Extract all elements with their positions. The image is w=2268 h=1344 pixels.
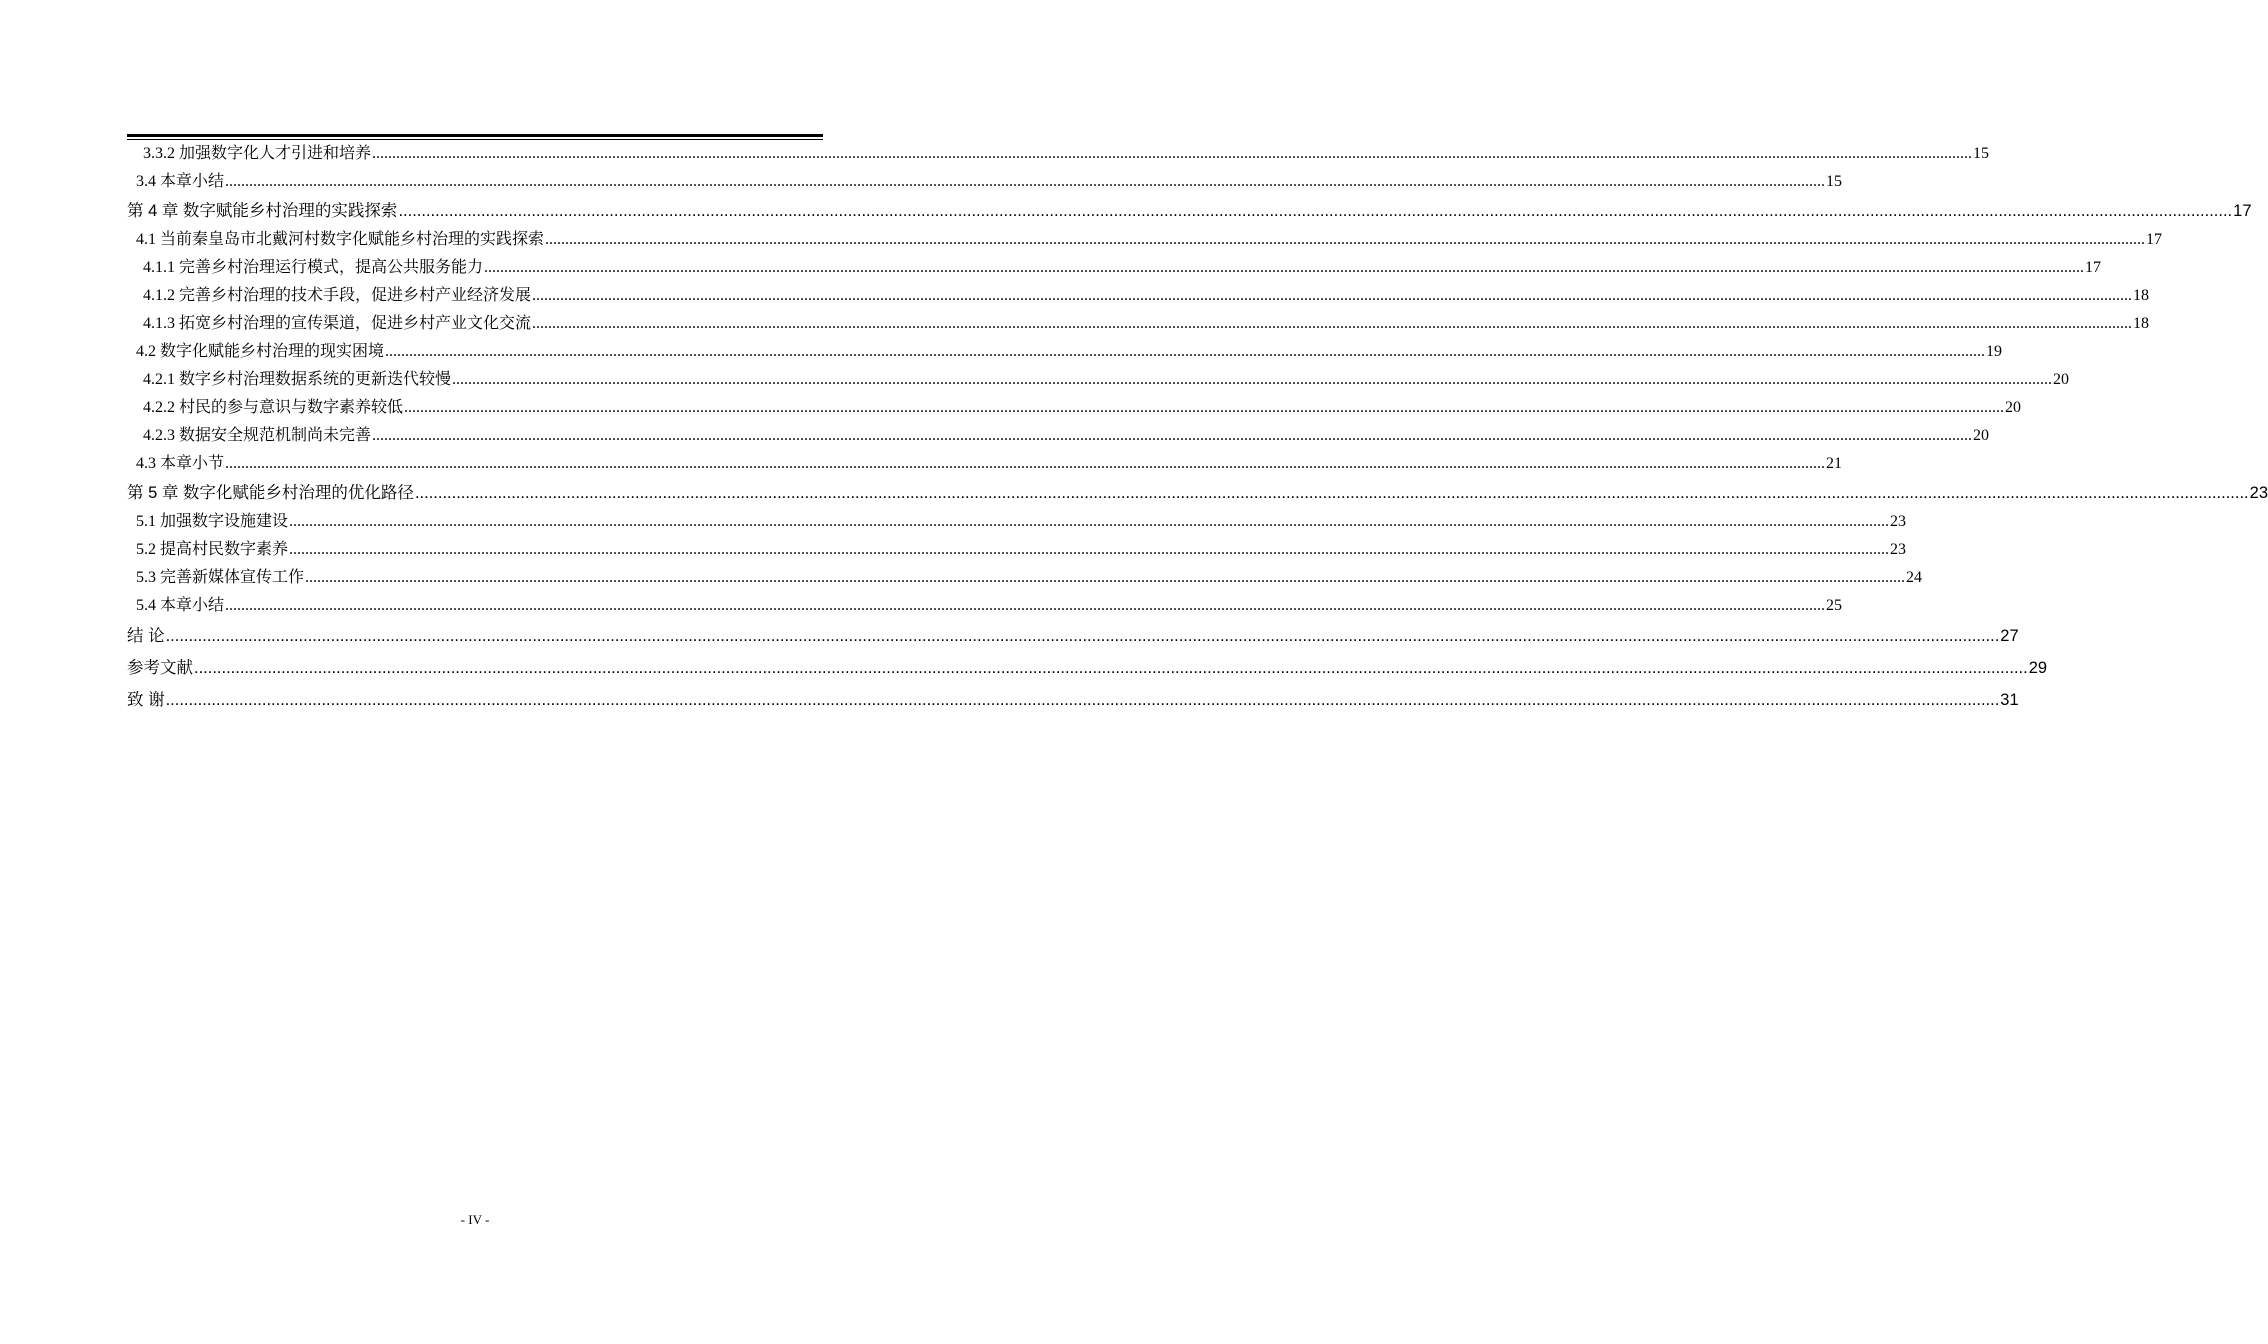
toc-entry-page: 15 (1826, 173, 1843, 190)
toc-leader-dots: ................................................................................................................................................................................................................................................................................................................................................................................................................ (225, 455, 1826, 472)
page-number-footer: - IV - (460, 1212, 490, 1227)
toc-entry[interactable] (127, 226, 2163, 254)
toc-entry[interactable] (127, 684, 2019, 716)
toc-entry-title: 4.2 数字化赋能乡村治理的现实困境 (136, 343, 385, 360)
toc-entry[interactable] (127, 450, 1843, 478)
toc-entry-title: 4.3 本章小节 (136, 455, 225, 472)
toc-entry[interactable] (127, 478, 2268, 508)
toc-entry-page: 18 (2133, 287, 2150, 304)
toc-entry-title: 3.3.2 加强数字化人才引进和培养 (143, 145, 372, 162)
toc-entry[interactable] (127, 196, 2252, 226)
toc-leader-dots: ................................................................................................................................................................................................................................................................................................................................................................................................................ (385, 343, 1986, 360)
toc-entry-title: 第 4 章 数字赋能乡村治理的实践探索 (127, 202, 398, 220)
toc-entry-title: 4.1.3 拓宽乡村治理的宣传渠道，促进乡村产业文化交流 (143, 315, 532, 332)
toc-entry-title: 致 谢 (127, 691, 165, 709)
toc-entry-page: 24 (1906, 569, 1923, 586)
toc-leader-dots: ................................................................................................................................................................................................................................................................................................................................................................................................................ (289, 513, 1890, 530)
toc-entry-page: 17 (2233, 202, 2252, 220)
toc-leader-dots: ................................................................................................................................................................................................................................................................................................................................................................................................................ (165, 627, 2000, 645)
toc-entry[interactable] (127, 338, 2003, 366)
header-rule-thick (127, 134, 823, 137)
toc-entry[interactable] (127, 366, 2070, 394)
toc-entry[interactable] (127, 282, 2150, 310)
toc-leader-dots: ................................................................................................................................................................................................................................................................................................................................................................................................................ (165, 691, 2000, 709)
toc-entry-title: 第 5 章 数字化赋能乡村治理的优化路径 (127, 484, 414, 502)
toc-entry-title: 5.4 本章小结 (136, 597, 225, 614)
toc-leader-dots: ................................................................................................................................................................................................................................................................................................................................................................................................................ (289, 541, 1890, 558)
toc-entry-page: 23 (1890, 513, 1907, 530)
toc-leader-dots: ................................................................................................................................................................................................................................................................................................................................................................................................................ (452, 371, 2053, 388)
toc-entry-page: 17 (2085, 259, 2102, 276)
toc-leader-dots: ................................................................................................................................................................................................................................................................................................................................................................................................................ (194, 659, 2028, 677)
toc-entry-title: 4.1.1 完善乡村治理运行模式，提高公共服务能力 (143, 259, 484, 276)
toc-entry[interactable] (127, 620, 2019, 652)
toc-leader-dots: ................................................................................................................................................................................................................................................................................................................................................................................................................ (305, 569, 1906, 586)
toc-entry[interactable] (127, 310, 2150, 338)
toc-entry-page: 20 (2005, 399, 2022, 416)
toc-leader-dots: ................................................................................................................................................................................................................................................................................................................................................................................................................ (225, 597, 1826, 614)
toc-entry[interactable] (127, 564, 1923, 592)
toc-leader-dots: ................................................................................................................................................................................................................................................................................................................................................................................................................ (532, 287, 2133, 304)
toc-leader-dots: ................................................................................................................................................................................................................................................................................................................................................................................................................ (225, 173, 1826, 190)
toc-entry-title: 4.1.2 完善乡村治理的技术手段，促进乡村产业经济发展 (143, 287, 532, 304)
toc-entry-page: 21 (1826, 455, 1843, 472)
toc-entry-page: 23 (2249, 484, 2268, 502)
toc-entry-title: 4.2.2 村民的参与意识与数字素养较低 (143, 399, 404, 416)
toc-entry-title: 4.2.3 数据安全规范机制尚未完善 (143, 427, 372, 444)
toc-leader-dots: ................................................................................................................................................................................................................................................................................................................................................................................................................ (532, 315, 2133, 332)
toc-entry[interactable] (127, 592, 1843, 620)
toc-entry-page: 18 (2133, 315, 2150, 332)
toc-entry-title: 5.1 加强数字设施建设 (136, 513, 289, 530)
toc-entry[interactable] (127, 140, 1990, 168)
toc-entry-page: 15 (1973, 145, 1990, 162)
toc-leader-dots: ................................................................................................................................................................................................................................................................................................................................................................................................................ (372, 427, 1973, 444)
toc-entry-page: 20 (1973, 427, 1990, 444)
toc-entry-title: 3.4 本章小结 (136, 173, 225, 190)
toc-entry-page: 27 (2000, 627, 2019, 645)
toc-entry[interactable] (127, 168, 1843, 196)
toc-entry[interactable] (127, 508, 1907, 536)
toc-entry-title: 5.3 完善新媒体宣传工作 (136, 569, 305, 586)
toc-entry-page: 19 (1986, 343, 2003, 360)
toc-entry-page: 17 (2146, 231, 2163, 248)
toc-leader-dots: ................................................................................................................................................................................................................................................................................................................................................................................................................ (372, 145, 1973, 162)
toc-leader-dots: ................................................................................................................................................................................................................................................................................................................................................................................................................ (484, 259, 2085, 276)
toc-entry[interactable] (127, 394, 2022, 422)
toc-entry-title: 参考文献 (127, 659, 193, 677)
table-of-contents (127, 140, 2268, 716)
toc-leader-dots: ................................................................................................................................................................................................................................................................................................................................................................................................................ (545, 231, 2146, 248)
toc-entry-page: 29 (2028, 659, 2048, 677)
toc-leader-dots: ................................................................................................................................................................................................................................................................................................................................................................................................................ (404, 399, 2005, 416)
toc-entry-page: 31 (2000, 691, 2019, 709)
toc-leader-dots: ................................................................................................................................................................................................................................................................................................................................................................................................................ (398, 202, 2233, 220)
toc-entry-title: 4.2.1 数字乡村治理数据系统的更新迭代较慢 (143, 371, 452, 388)
toc-entry-page: 25 (1826, 597, 1843, 614)
toc-entry[interactable] (127, 652, 2048, 684)
toc-leader-dots: ................................................................................................................................................................................................................................................................................................................................................................................................................ (414, 484, 2249, 502)
toc-entry-page: 23 (1890, 541, 1907, 558)
toc-entry-title: 4.1 当前秦皇岛市北戴河村数字化赋能乡村治理的实践探索 (136, 231, 545, 248)
toc-entry-title: 结 论 (127, 627, 165, 645)
toc-entry-title: 5.2 提高村民数字素养 (136, 541, 289, 558)
toc-entry-page: 20 (2053, 371, 2070, 388)
toc-entry[interactable] (127, 254, 2102, 282)
toc-entry[interactable] (127, 422, 1990, 450)
toc-entry[interactable] (127, 536, 1907, 564)
